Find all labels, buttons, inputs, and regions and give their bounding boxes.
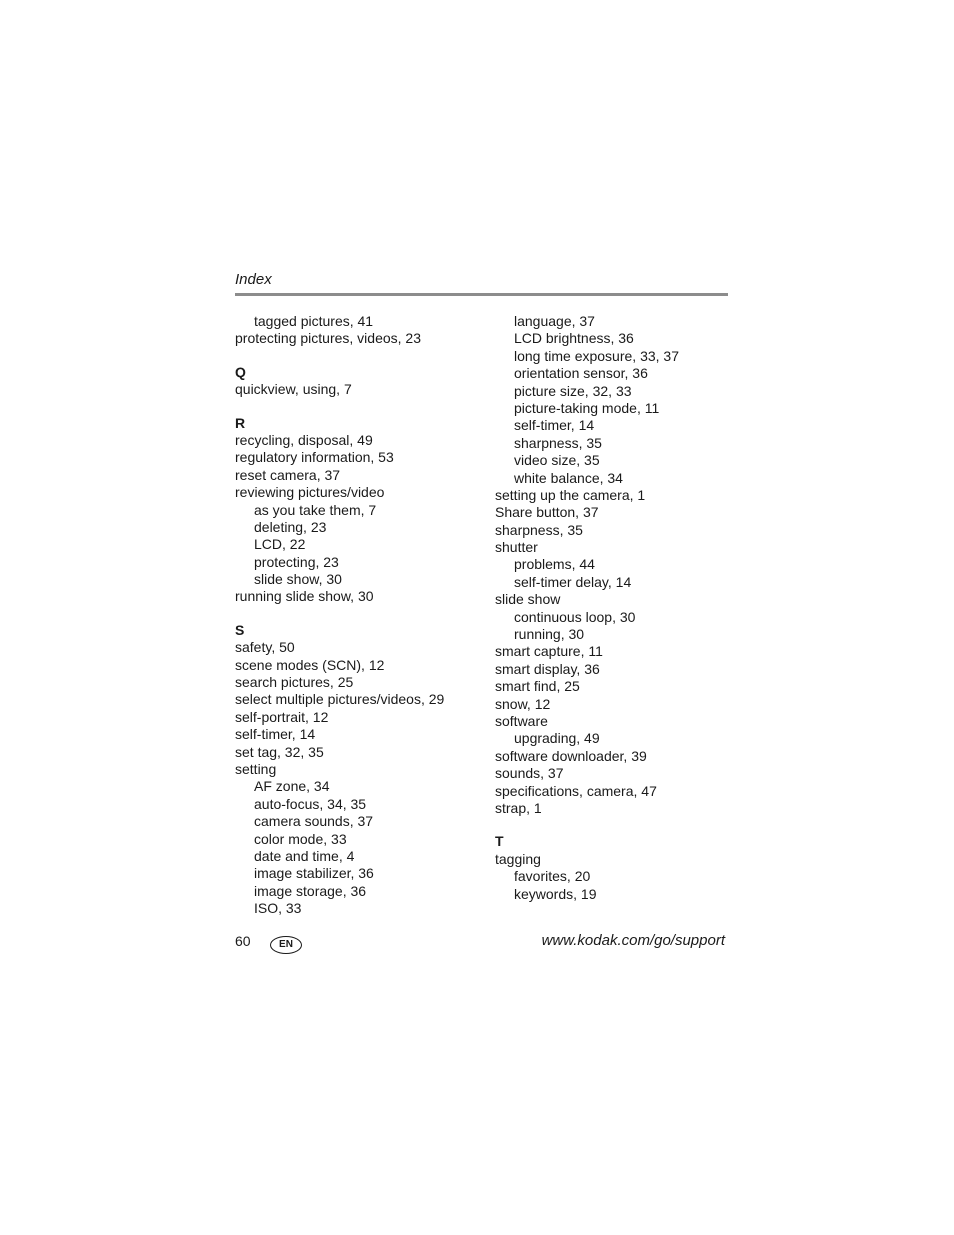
index-subentry: as you take them, 7 bbox=[254, 501, 377, 518]
language-badge: EN bbox=[270, 936, 302, 954]
index-entry: scene modes (SCN), 12 bbox=[235, 656, 385, 673]
index-subentry: deleting, 23 bbox=[254, 518, 327, 535]
index-subentry: orientation sensor, 36 bbox=[514, 365, 648, 382]
index-subentry: ISO, 33 bbox=[254, 900, 302, 917]
index-subentry: keywords, 19 bbox=[514, 885, 597, 902]
index-letter-heading: R bbox=[235, 414, 246, 431]
index-entry: self-portrait, 12 bbox=[235, 708, 329, 725]
index-subentry: long time exposure, 33, 37 bbox=[514, 347, 679, 364]
index-subentry: white balance, 34 bbox=[514, 469, 623, 486]
index-entry: recycling, disposal, 49 bbox=[235, 431, 373, 448]
page-number: 60 bbox=[235, 933, 251, 949]
index-subentry: picture-taking mode, 11 bbox=[514, 399, 660, 416]
index-entry: shutter bbox=[495, 539, 538, 556]
index-subentry: slide show, 30 bbox=[254, 571, 342, 588]
index-subentry: self-timer delay, 14 bbox=[514, 573, 632, 590]
index-entry: Share button, 37 bbox=[495, 504, 599, 521]
index-entry: protecting pictures, videos, 23 bbox=[235, 330, 421, 347]
index-spacer bbox=[235, 348, 480, 364]
index-subentry: AF zone, 34 bbox=[254, 778, 330, 795]
index-subentry: camera sounds, 37 bbox=[254, 813, 374, 830]
index-entry: smart capture, 11 bbox=[495, 643, 603, 660]
index-subentry: LCD, 22 bbox=[254, 536, 306, 553]
index-entry: setting bbox=[235, 760, 277, 777]
index-entry: sounds, 37 bbox=[495, 765, 564, 782]
index-subentry: language, 37 bbox=[514, 313, 595, 329]
index-entry: safety, 50 bbox=[235, 639, 295, 656]
index-entry: smart display, 36 bbox=[495, 660, 600, 677]
index-entry: smart find, 25 bbox=[495, 678, 580, 695]
index-subentry: LCD brightness, 36 bbox=[514, 330, 634, 347]
index-subentry: sharpness, 35 bbox=[514, 434, 602, 451]
index-letter-heading: S bbox=[235, 621, 245, 638]
index-subentry: problems, 44 bbox=[514, 556, 595, 573]
index-subentry: protecting, 23 bbox=[254, 553, 339, 570]
index-entry: tagging bbox=[495, 850, 541, 867]
index-subentry: tagged pictures, 41 bbox=[254, 313, 374, 329]
index-spacer bbox=[235, 399, 480, 415]
index-entry: setting up the camera, 1 bbox=[495, 486, 646, 503]
index-entry: running slide show, 30 bbox=[235, 588, 374, 605]
index-subentry: color mode, 33 bbox=[254, 830, 347, 847]
index-entry: select multiple pictures/videos, 29 bbox=[235, 691, 445, 708]
index-subentry: auto-focus, 34, 35 bbox=[254, 795, 367, 812]
index-entry: snow, 12 bbox=[495, 695, 551, 712]
index-column-left bbox=[235, 313, 480, 918]
index-subentry: video size, 35 bbox=[514, 452, 600, 469]
index-subentry: image storage, 36 bbox=[254, 882, 367, 899]
index-entry: set tag, 32, 35 bbox=[235, 743, 324, 760]
index-entry: specifications, camera, 47 bbox=[495, 782, 657, 799]
index-subentry: image stabilizer, 36 bbox=[254, 865, 374, 882]
index-entry: quickview, using, 7 bbox=[235, 381, 352, 398]
index-entry: self-timer, 14 bbox=[235, 726, 316, 743]
index-entry: strap, 1 bbox=[495, 799, 542, 816]
index-entry: search pictures, 25 bbox=[235, 674, 354, 691]
index-entry: reset camera, 37 bbox=[235, 466, 341, 483]
index-subentry: picture size, 32, 33 bbox=[514, 382, 632, 399]
index-spacer bbox=[235, 606, 480, 622]
index-subentry: continuous loop, 30 bbox=[514, 608, 636, 625]
index-spacer bbox=[495, 817, 740, 833]
index-column-right bbox=[495, 313, 740, 903]
page-header-title: Index bbox=[235, 271, 272, 288]
index-subentry: date and time, 4 bbox=[254, 847, 355, 864]
index-letter-heading: T bbox=[495, 833, 504, 850]
index-entry: slide show bbox=[495, 591, 561, 608]
support-url[interactable]: www.kodak.com/go/support bbox=[541, 932, 725, 949]
index-subentry: self-timer, 14 bbox=[514, 417, 595, 434]
index-subentry: favorites, 20 bbox=[514, 868, 591, 885]
index-entry: reviewing pictures/video bbox=[235, 484, 385, 501]
index-entry: software bbox=[495, 712, 548, 729]
index-letter-heading: Q bbox=[235, 363, 246, 380]
index-entry: software downloader, 39 bbox=[495, 747, 647, 764]
index-entry: sharpness, 35 bbox=[495, 521, 583, 538]
index-entry: regulatory information, 53 bbox=[235, 449, 394, 466]
index-subentry: running, 30 bbox=[514, 626, 585, 643]
header-rule bbox=[235, 293, 728, 296]
index-subentry: upgrading, 49 bbox=[514, 730, 600, 747]
